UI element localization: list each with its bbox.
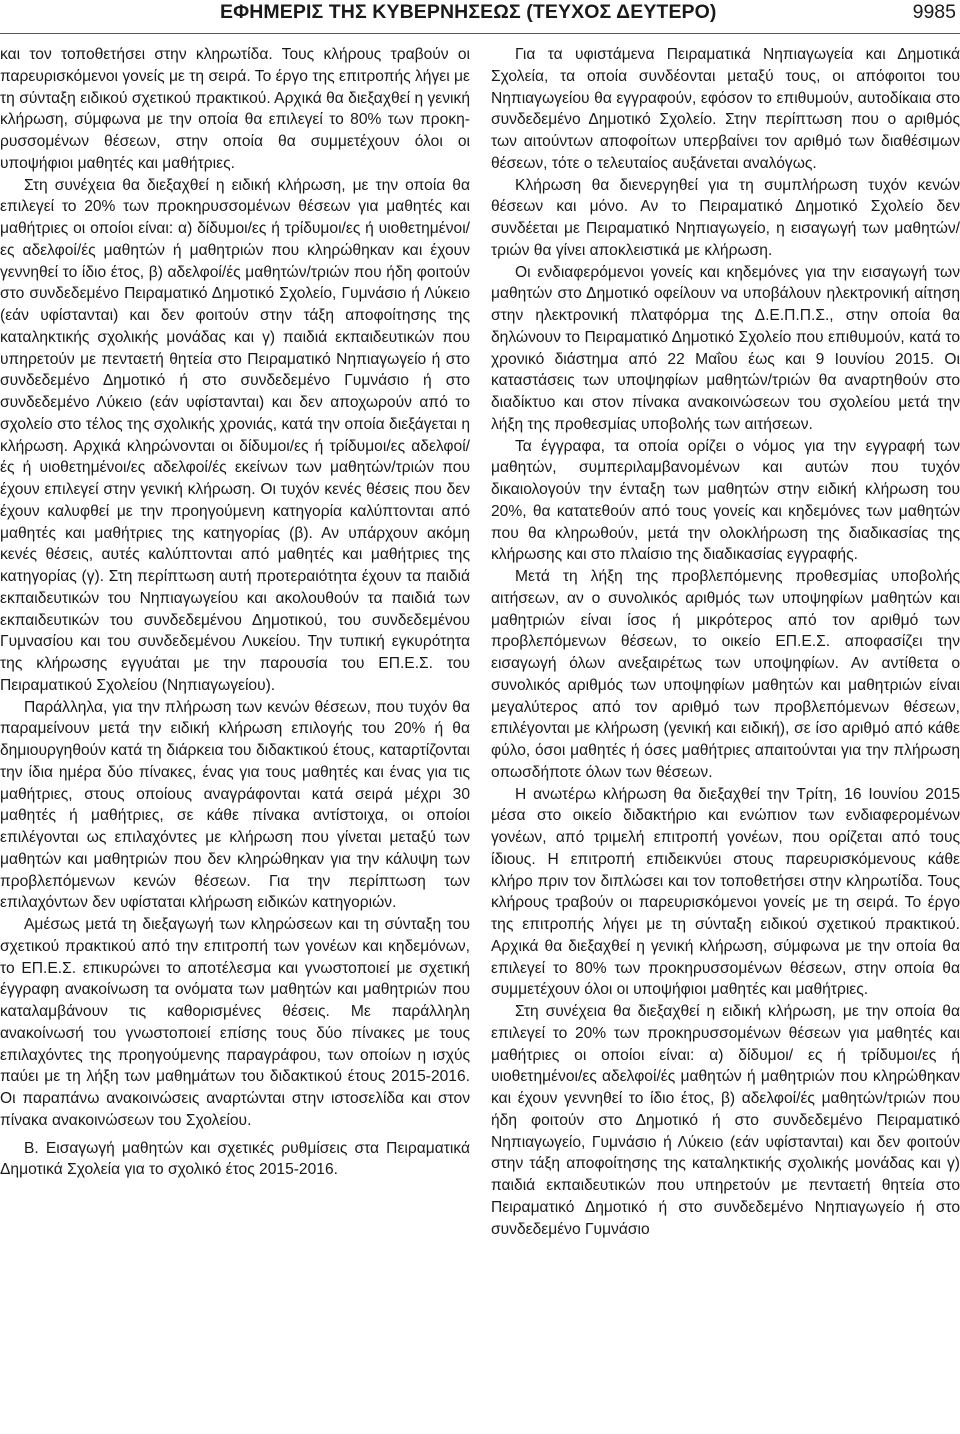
section-heading-b: Β. Εισαγωγή μαθητών και σχετικές ρυθμίσεις στα Πειραματικά Δημοτικά Σχολεία για το σχολικό έτος 2015-2016. bbox=[0, 1139, 470, 1179]
right-paragraph-6: Η ανωτέρω κλήρωση θα διεξαχθεί την Τρίτη, 16 Ιουνίου 2015 μέσα στο οικείο διδακτήριο και ενώπιον των ενδιαφερομένων γονέων, από τριμελή επιτροπή γονέων, που ορίζεται από τους ίδιους. Η επιτροπή επιδεικνύει στους παρευρισκόμενους κάθε κλήρο πριν τον διπλώσει και τον τοποθετήσει στην κληρωτίδα. Τους κλήρους τραβούν οι παρευρισκόμενοι γονείς με τη σειρά. Το έργο της επιτροπής λήγει με τη σύνταξη ειδικού σχετικού πρακτικού. Αρχικά θα διεξαχθεί η γενική κλήρωση, σύμφωνα με την οποία θα επιλεγεί το 80% των προκηρυσσομένων θέσεων, στην οποία θα συμμετέχουν όλοι οι υποψήφιοι μαθητές και μαθήτριες. bbox=[491, 785, 960, 999]
right-paragraph-1: Για τα υφιστάμενα Πειραματικά Νηπιαγωγεία και Δημοτικά Σχολεία, τα οποία συνδέονται μεταξύ τους, οι απόφοιτοι του Νηπιαγωγείου θα εγγραφούν, εφόσον το επιθυμούν, αυτοδίκαια στο συνδεδεμένο Δημοτικό Σχολείο. Στην περίπτωση που ο αριθμός των αιτούντων αποφοίτων υπερβαίνει τον αριθμό των διαθέσιμων θέσεων, τότε ο τελευταίος αυξάνεται αναλόγως. bbox=[491, 46, 960, 172]
right-paragraph-7: Στη συνέχεια θα διεξαχθεί η ειδική κλήρωση, με την οποία θα επιλεγεί το 20% των προκηρυσσομένων θέσεων για μαθητές και μαθήτριες οι οποίοι είναι: α) δίδυμοι/ ες ή τρίδυμοι/ες ή υιοθετημένοι/ες αδελφοί/ές μαθητών ή μαθητριών που κληρώθηκαν και έχουν γεννηθεί το ίδιο έτος, β) αδελφοί/ές μαθητών/τριών που ήδη φοιτούν στο Δημοτικό ή στο συνδεδεμένο Πειραματικό Νηπιαγωγείο, Γυμνάσιο ή Λύκειο (εάν υφίστανται) και δεν φοιτούν στην τάξη αποφοίτησης της καταληκτικής σχολικής μονάδας και γ) παιδιά εκπαιδευτικών που υπηρετούν με πενταετή θητεία στο Πειραματικό Δημοτικό ή στο συνδεδεμένο Νηπιαγωγείο ή στο συνδεδεμένο Γυμνάσιο bbox=[491, 1003, 960, 1238]
left-paragraph-2: Στη συνέχεια θα διεξαχθεί η ειδική κλήρωση, με την οποία θα επιλεγεί το 20% των προκηρυσσομένων θέσεων για μαθητές και μαθήτριες οι οποίοι είναι: α) δίδυμοι/ες ή τρίδυμοι/ες ή υιοθετημένοι/ες αδελφοί/ές μαθητών ή μαθητριών που κληρώθηκαν και έχουν γεννηθεί το ίδιο έτος, β) αδελφοί/ές μαθητών/τριών που ήδη φοιτούν στο συνδεδεμένο Πειραματικό Δημοτικό Σχολείο, Γυμνάσιο ή Λύκειο (εάν υφίστανται) και δεν φοιτούν στην τάξη αποφοίτησης της καταληκτικής σχολικής μονάδας και γ) παιδιά εκπαιδευτικών που υπηρετούν με πενταετή θητεία στο Πειραματικό Νηπιαγωγείο ή στο συνδεδεμένο Δημοτικό ή στο συνδεδεμένο Γυμνάσιο ή στο συνδεδεμένο Λύκειο (εάν υφίστανται) και δεν αποχωρούν από το σχολείο στο τέλος της σχολικής χρονιάς, κατά την οποία διεξάγεται η κλήρωση. Αρχικά κληρώνονται οι δίδυμοι/ες ή τρίδυμοι/ες αδελφοί/ ές ή υιοθετημένοι/ες αδελφοί/ές εκείνων των μαθητών/τριών που έχουν επιλεγεί στην γενική κλήρωση. Οι τυχόν κενές θέσεις που δεν έχουν καλυφθεί με την προηγούμενη κατηγορία καλύπτονται από μαθητές και μαθήτριες της κατηγορίας (β). Αν υπάρχουν ακόμη κενές θέσεις, αυτές καλύπτονται από μαθητές και μαθήτριες της κατηγορίας (γ). Στη περίπτωση αυτή προτεραιότητα έχουν τα παιδιά εκπαιδευτικών του Νηπιαγωγείου και ακολουθούν τα παιδιά των εκπαιδευτικών του συνδεδεμένου Δημοτικού, του συνδεδεμένου Γυμνασίου και του συνδεδεμένου Λυκείου. Την τυπική εγκυρότητα της κλήρωσης εγγυάται με την παρουσία του ΕΠ.Ε.Σ. του Πειραματικού Σχολείου (Νηπιαγωγείου). bbox=[0, 176, 470, 694]
left-column bbox=[0, 44, 470, 1434]
right-paragraph-2: Κλήρωση θα διενεργηθεί για τη συμπλήρωση τυχόν κενών θέσεων και μόνο. Αν το Πειραματικό Δημοτικό Σχολείο δεν συνδέεται με Πειραματικό Νηπιαγωγείο, η εισαγωγή των μαθητών/τριών θα γίνει αποκλειστικά με κλήρωση. bbox=[491, 176, 960, 259]
gazette-title: ΕΦΗΜΕΡΙΣ ΤΗΣ ΚΥΒΕΡΝΗΣΕΩΣ (ΤΕΥΧΟΣ ΔΕΥΤΕΡΟ) bbox=[220, 1, 717, 23]
right-paragraph-5: Μετά τη λήξη της προβλεπόμενης προθεσμίας υποβολής αιτήσεων, αν ο συνολικός αριθμός των υποψηφίων μαθητών και μαθητριών είναι ίσος ή μικρότερος από τον αριθμό των προβλεπόμενων θέσεων, το οικείο ΕΠ.Ε.Σ. αποφασίζει την εισαγωγή όλων ανεξαιρέτως των υποψηφίων. Αν αντίθετα ο συνολικός αριθμός των υποψηφίων μαθητών και μαθητριών είναι μεγαλύτερος από τον αριθμό των προβλεπόμενων θέσεων, επιλέγονται με κλήρωση (γενική και ειδική), σε ίσο αριθμό από κάθε φύλο, όσοι μαθητές ή όσες μαθήτριες απαιτούνται για την πλήρωση οπωσδήποτε όλων των θέσεων. bbox=[491, 568, 960, 781]
right-column bbox=[491, 44, 960, 1434]
left-paragraph-3: Παράλληλα, για την πλήρωση των κενών θέσεων, που τυχόν θα παραμείνουν μετά την ειδική κλήρωση επιλογής του 20% ή θα δημιουργηθούν κατά τη διάρκεια του διδακτικού έτους, καταρτίζονται την ίδια ημέρα δύο πίνακες, ένας για τους μαθητές και ένας για τις μαθήτριες, στους οποίους αναγράφονται κατά σειρά μέχρι 30 μαθητές ή μαθήτριες, σε κάθε πίνακα αντίστοιχα, οι οποίοι επιλέγονται ως επιλαχόντες με κλήρωση που γίνεται μεταξύ των μαθητών και μαθητριών που δεν κληρώθηκαν για την κάλυψη των προβλεπόμενων κενών θέσεων. Για την περίπτωση των επιλαχόντων δεν υφίσταται κλήρωση ειδικών κατηγοριών. bbox=[0, 698, 470, 912]
page-header bbox=[0, 0, 960, 34]
page-number: 9985 bbox=[912, 1, 956, 23]
left-paragraph-1: και τον τοποθετήσει στην κληρωτίδα. Τους κλήρους τραβούν οι παρευρισκόμενοι γονείς με τη σειρά. Το έργο της επιτροπής λήγει με τη σύνταξη ειδικού σχετικού πρακτικού. Αρχικά θα διεξαχθεί η γενική κλήρωση, σύμφωνα με την οποία θα επιλεγεί το 80% των προκηρυσσομένων θέσεων, στην οποία θα συμμετέχουν όλοι οι υποψήφιοι μαθητές και μαθήτριες. bbox=[0, 46, 470, 172]
right-paragraph-4: Τα έγγραφα, τα οποία ορίζει ο νόμος για την εγγραφή των μαθητών, συμπεριλαμβανομένων και αυτών που τυχόν δικαιολογούν την ένταξη των μαθητών στην ειδική κλήρωση του 20%, θα κατατεθούν από τους γονείς και κηδεμόνες των μαθητών που θα κληρωθούν, μετά την ολοκλήρωση της διαδικασίας της κλήρωσης και στο πλαίσιο της διαδικασίας εγγραφής. bbox=[491, 437, 960, 564]
left-paragraph-4: Αμέσως μετά τη διεξαγωγή των κληρώσεων και τη σύνταξη του σχετικού πρακτικού από την επιτροπή των γονέων και κηδεμόνων, το ΕΠ.Ε.Σ. επικυρώνει το αποτέλεσμα και γνωστοποιεί με σχετική έγγραφη ανακοίνωση τα ονόματα των μαθητών και μαθητριών που καταλαμβάνουν τις καθορισμένες θέσεις. Με παράλληλη ανακοίνωσή του γνωστοποιεί επίσης τους δύο πίνακες με τους επιλαχόντες της προηγούμενης παραγράφου, των οποίων η ισχύς παύει με τη λήξη των μαθημάτων του διδακτικού έτους 2015-2016. Οι παραπάνω ανακοινώσεις αναρτώνται στην ιστοσελίδα και στον πίνακα ανακοινώσεων του Σχολείου. bbox=[0, 916, 470, 1129]
right-paragraph-3: Οι ενδιαφερόμενοι γονείς και κηδεμόνες για την εισαγωγή των μαθητών στο Δημοτικό οφείλουν να υποβάλουν ηλεκτρονική αίτηση στην ηλεκτρονική πλατφόρμα της Δ.Ε.Π.Π.Σ., στην οποία θα δηλώνουν το Πειραματικό Δημοτικό Σχολείο που επιθυμούν, κατά το χρονικό διάστημα από 22 Μαΐου έως και 9 Ιουνίου 2015. Οι καταστάσεις των υποψηφίων μαθητών/τριών θα αναρτηθούν στο διαδίκτυο και στον πίνακα ανακοινώσεων του σχολείου μετά την λήξη της προθεσμίας υποβολής των αιτήσεων. bbox=[491, 263, 960, 433]
header-divider bbox=[0, 33, 960, 34]
